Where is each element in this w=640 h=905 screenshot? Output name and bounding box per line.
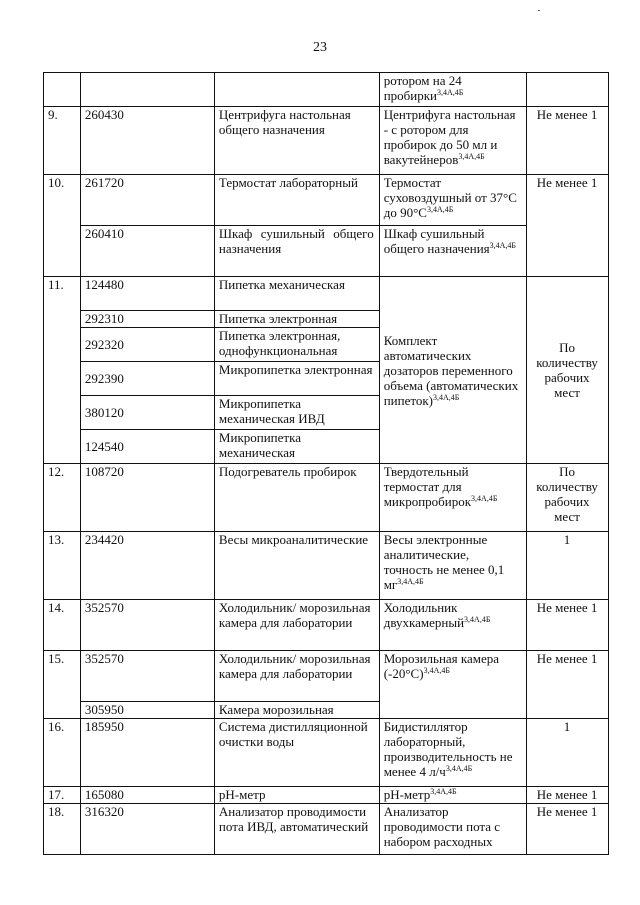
table-row — [44, 719, 609, 787]
name-cell: Анализатор проводимости пота ИВД, автоматический — [214, 804, 379, 855]
quantity-cell: Не менее 1 — [527, 787, 609, 804]
quantity-cell: Не менее 1 — [527, 107, 609, 175]
quantity-cell: Не менее 1 — [527, 651, 609, 719]
table-row — [44, 804, 609, 855]
name-cell: Микропипетка электронная — [214, 362, 379, 396]
spec-text: Бидистиллятор лабораторный, производительность не менее 4 л/ч — [383, 719, 513, 779]
quantity-cell — [527, 73, 609, 107]
name-cell: Микропипетка механическая ИВД — [214, 396, 379, 430]
spec-text: Весы электронные аналитические, точность не менее 0,1 мг — [383, 532, 505, 592]
spec-text: Твердотельный термостат для микропробирок — [383, 464, 472, 509]
table-row — [44, 277, 609, 311]
spec-footnote: 3,4А,4Б — [433, 392, 460, 402]
spec-cell — [379, 532, 526, 600]
code-cell: 352570 — [80, 651, 214, 702]
spec-footnote: 3,4А,4Б — [423, 666, 450, 675]
name-cell: Пипетка электронная, однофункциональная — [214, 328, 379, 362]
spec-cell — [379, 787, 526, 804]
spec-cell — [379, 464, 526, 532]
code-cell: 234420 — [80, 532, 214, 600]
row-number-cell: 10. — [44, 175, 81, 277]
table-row — [44, 464, 609, 532]
quantity-cell: Не менее 1 — [527, 804, 609, 855]
row-number-cell: 11. — [44, 277, 81, 464]
spec-cell — [379, 600, 526, 651]
spec-text: Центрифуга настольная - с ротором для пробирок до 50 мл и вакутейнеров — [383, 107, 516, 167]
code-cell: 124480 — [80, 277, 214, 311]
name-cell: Весы микроаналитические — [214, 532, 379, 600]
row-number-cell: 14. — [44, 600, 81, 651]
spec-cell — [379, 175, 526, 226]
spec-footnote: 3,4А,4Б — [489, 241, 517, 250]
table-row — [44, 73, 609, 107]
row-number-cell: 15. — [44, 651, 81, 719]
spec-text: Шкаф сушильный общего назначения — [383, 226, 490, 256]
spec-cell — [379, 719, 526, 787]
table-row — [44, 600, 609, 651]
spec-footnote: 3,4А,4Б — [430, 787, 457, 796]
name-text: Шкаф сушильный общего назначения — [218, 226, 374, 256]
table-row — [44, 787, 609, 804]
code-cell: 292320 — [80, 328, 214, 362]
name-cell: Система дистилляционной очистки воды — [214, 719, 379, 787]
spec-footnote: 3,4А,4Б — [437, 88, 464, 97]
spec-text: Морозильная камера (-20°С) — [383, 651, 500, 681]
spec-footnote: 3,4А,4Б — [471, 494, 498, 503]
page-number: 23 — [313, 40, 327, 55]
name-cell: Холодильник/ морозильная камера для лаборатории — [214, 600, 379, 651]
spec-cell — [379, 277, 526, 464]
name-cell: рН-метр — [214, 787, 379, 804]
code-cell: 352570 — [80, 600, 214, 651]
code-cell: 305950 — [80, 702, 214, 719]
quantity-cell: 1 — [527, 719, 609, 787]
quantity-cell: 1 — [527, 532, 609, 600]
table-row — [44, 226, 609, 277]
spec-footnote: 3,4А,4Б — [445, 764, 473, 773]
spec-text: рН-метр — [383, 787, 431, 802]
spec-text: Комплект автоматических дозаторов переменного объема (автоматических пипеток) — [383, 332, 519, 408]
table-row — [44, 175, 609, 226]
name-cell — [214, 73, 379, 107]
row-number-cell: 16. — [44, 719, 81, 787]
equipment-table — [43, 72, 609, 855]
name-cell: Термостат лабораторный — [214, 175, 379, 226]
name-cell: Центрифуга настольная общего назначения — [214, 107, 379, 175]
code-cell: 108720 — [80, 464, 214, 532]
row-number-cell: 17. — [44, 787, 81, 804]
table-row — [44, 107, 609, 175]
spec-text: Холодильник двухкамерный — [383, 600, 465, 630]
table-row — [44, 651, 609, 702]
scan-speck — [538, 10, 540, 11]
spec-footnote: 3,4А,4Б — [458, 152, 485, 161]
code-cell: 292390 — [80, 362, 214, 396]
name-cell: Подогреватель пробирок — [214, 464, 379, 532]
quantity-cell: По количеству рабочих мест — [527, 277, 609, 464]
spec-text: ротором на 24 пробирки — [383, 73, 462, 103]
name-cell: Камера морозильная — [214, 702, 379, 719]
code-cell: 292310 — [80, 311, 214, 328]
code-cell: 124540 — [80, 430, 214, 464]
row-number-cell: 13. — [44, 532, 81, 600]
quantity-cell: По количеству рабочих мест — [527, 464, 609, 532]
spec-text: Термостат суховоздушный от 37°С до 90°С — [383, 175, 517, 220]
table-row — [44, 532, 609, 600]
quantity-cell: Не менее 1 — [527, 600, 609, 651]
code-cell: 260430 — [80, 107, 214, 175]
code-cell — [80, 73, 214, 107]
row-number-cell: 12. — [44, 464, 81, 532]
spec-footnote: 3,4А,4Б — [397, 577, 424, 586]
spec-cell — [379, 73, 526, 107]
code-cell: 380120 — [80, 396, 214, 430]
row-number-cell: 9. — [44, 107, 81, 175]
name-cell: Пипетка механическая — [214, 277, 379, 311]
name-cell — [214, 226, 379, 277]
spec-footnote: 3,4А,4Б — [426, 205, 454, 214]
quantity-cell: Не менее 1 — [527, 175, 609, 277]
spec-cell — [379, 651, 526, 719]
code-cell: 261720 — [80, 175, 214, 226]
code-cell: 316320 — [80, 804, 214, 855]
spec-cell — [379, 226, 526, 277]
code-cell: 185950 — [80, 719, 214, 787]
name-cell: Пипетка электронная — [214, 311, 379, 328]
spec-cell: Анализатор проводимости пота с набором расходных — [379, 804, 526, 855]
name-cell: Холодильник/ морозильная камера для лаборатории — [214, 651, 379, 702]
row-number-cell: 18. — [44, 804, 81, 855]
code-cell: 260410 — [80, 226, 214, 277]
spec-cell — [379, 107, 526, 175]
row-number-cell — [44, 73, 81, 107]
code-cell: 165080 — [80, 787, 214, 804]
name-cell: Микропипетка механическая — [214, 430, 379, 464]
spec-footnote: 3,4А,4Б — [464, 615, 491, 624]
